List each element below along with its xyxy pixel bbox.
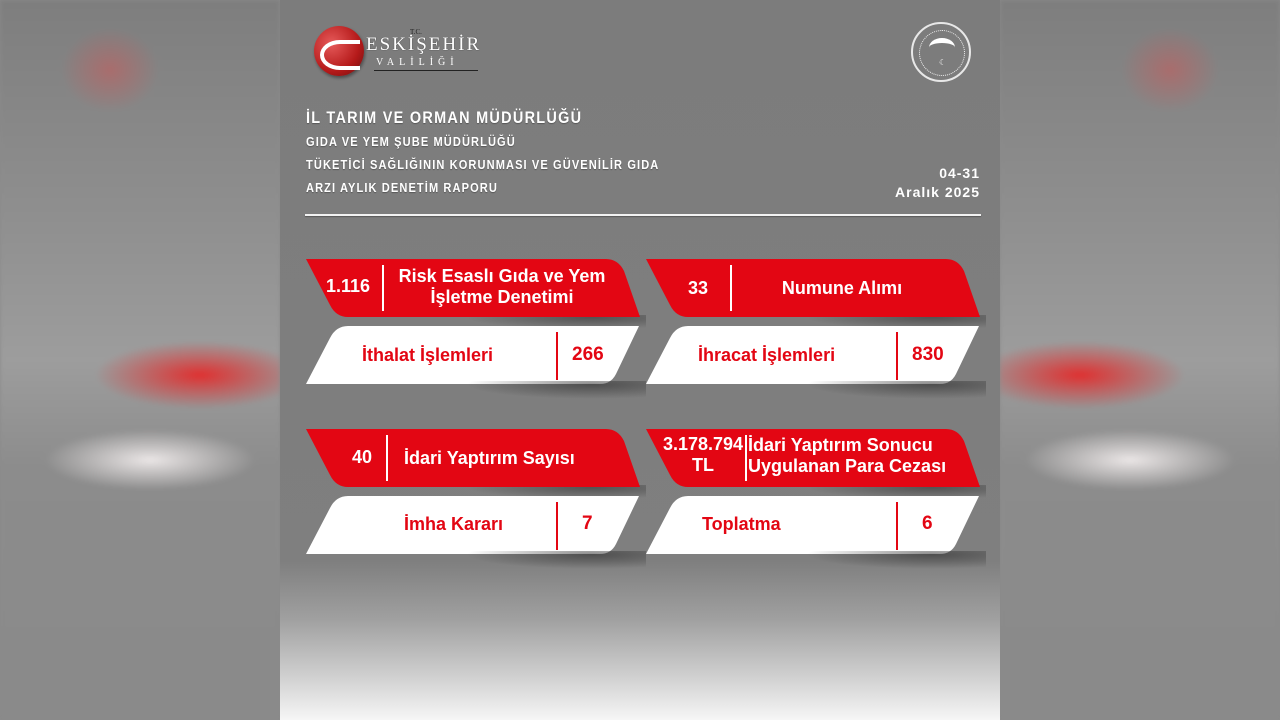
card-risk-inspection: [306, 259, 646, 389]
stat-value: 40: [352, 447, 373, 467]
date-range: 04-31: [939, 165, 980, 181]
stat-value: 33: [688, 278, 709, 298]
report-titles: [306, 108, 722, 203]
stat-value: 266: [572, 344, 604, 365]
header-divider: [305, 214, 981, 216]
ministry-seal-icon: ☾: [911, 22, 971, 82]
stat-label: Toplatma: [702, 514, 781, 534]
title-subject-line2: ARZI AYLIK DENETİM RAPORU: [306, 180, 498, 195]
stat-label: İdari Yaptırım Sayısı: [404, 448, 575, 468]
stat-value: 3.178.794 TL: [662, 434, 744, 475]
title-directorate: İL TARIM VE ORMAN MÜDÜRLÜĞÜ: [306, 108, 583, 127]
white-banner: [306, 326, 641, 384]
logo-tc: T.C.: [410, 28, 422, 36]
card-fines: [646, 429, 986, 559]
card-sanctions: [306, 429, 646, 559]
stat-label: Risk Esaslı Gıda ve Yem İşletme Denetimi: [398, 266, 606, 307]
logo-globe-icon: [314, 26, 364, 76]
separator: [386, 435, 388, 481]
white-banner: [646, 496, 981, 554]
separator: [730, 265, 732, 311]
title-subject-line1: TÜKETİCİ SAĞLIĞININ KORUNMASI VE GÜVENİLİR GIDA: [306, 157, 660, 172]
red-banner: [646, 429, 981, 487]
logo-underline: [374, 70, 478, 71]
logo-office: VALİLİĞİ: [376, 57, 459, 68]
stat-value: 1.116: [326, 276, 371, 296]
separator: [556, 502, 558, 550]
stat-label: İdari Yaptırım Sonucu Uygulanan Para Cezası: [748, 435, 947, 476]
blurred-background-left: [0, 0, 280, 720]
stat-label: Numune Alımı: [781, 278, 903, 298]
red-banner: [646, 259, 981, 317]
title-branch: GIDA VE YEM ŞUBE MÜDÜRLÜĞÜ: [306, 134, 516, 149]
stat-label: İhracat İşlemleri: [698, 345, 836, 365]
separator: [896, 502, 898, 550]
eskisehir-valiligi-logo: [314, 26, 482, 78]
red-banner: [306, 429, 641, 487]
stat-value: 830: [912, 344, 944, 365]
white-banner: [646, 326, 981, 384]
report-date: [895, 164, 980, 202]
stat-label: İthalat İşlemleri: [362, 345, 494, 365]
separator: [745, 435, 747, 481]
separator: [896, 332, 898, 380]
report-poster: [280, 0, 1000, 720]
logo-city: ESKİŞEHİR: [366, 34, 482, 55]
white-banner: [306, 496, 641, 554]
blurred-background-right: [1000, 0, 1280, 720]
red-banner: [306, 259, 641, 317]
separator: [556, 332, 558, 380]
date-month: Aralık 2025: [895, 184, 980, 200]
stat-value: 6: [922, 513, 933, 534]
stat-value: 7: [582, 513, 593, 534]
stat-label: İmha Kararı: [404, 514, 504, 534]
separator: [382, 265, 384, 311]
card-sampling: [646, 259, 986, 389]
